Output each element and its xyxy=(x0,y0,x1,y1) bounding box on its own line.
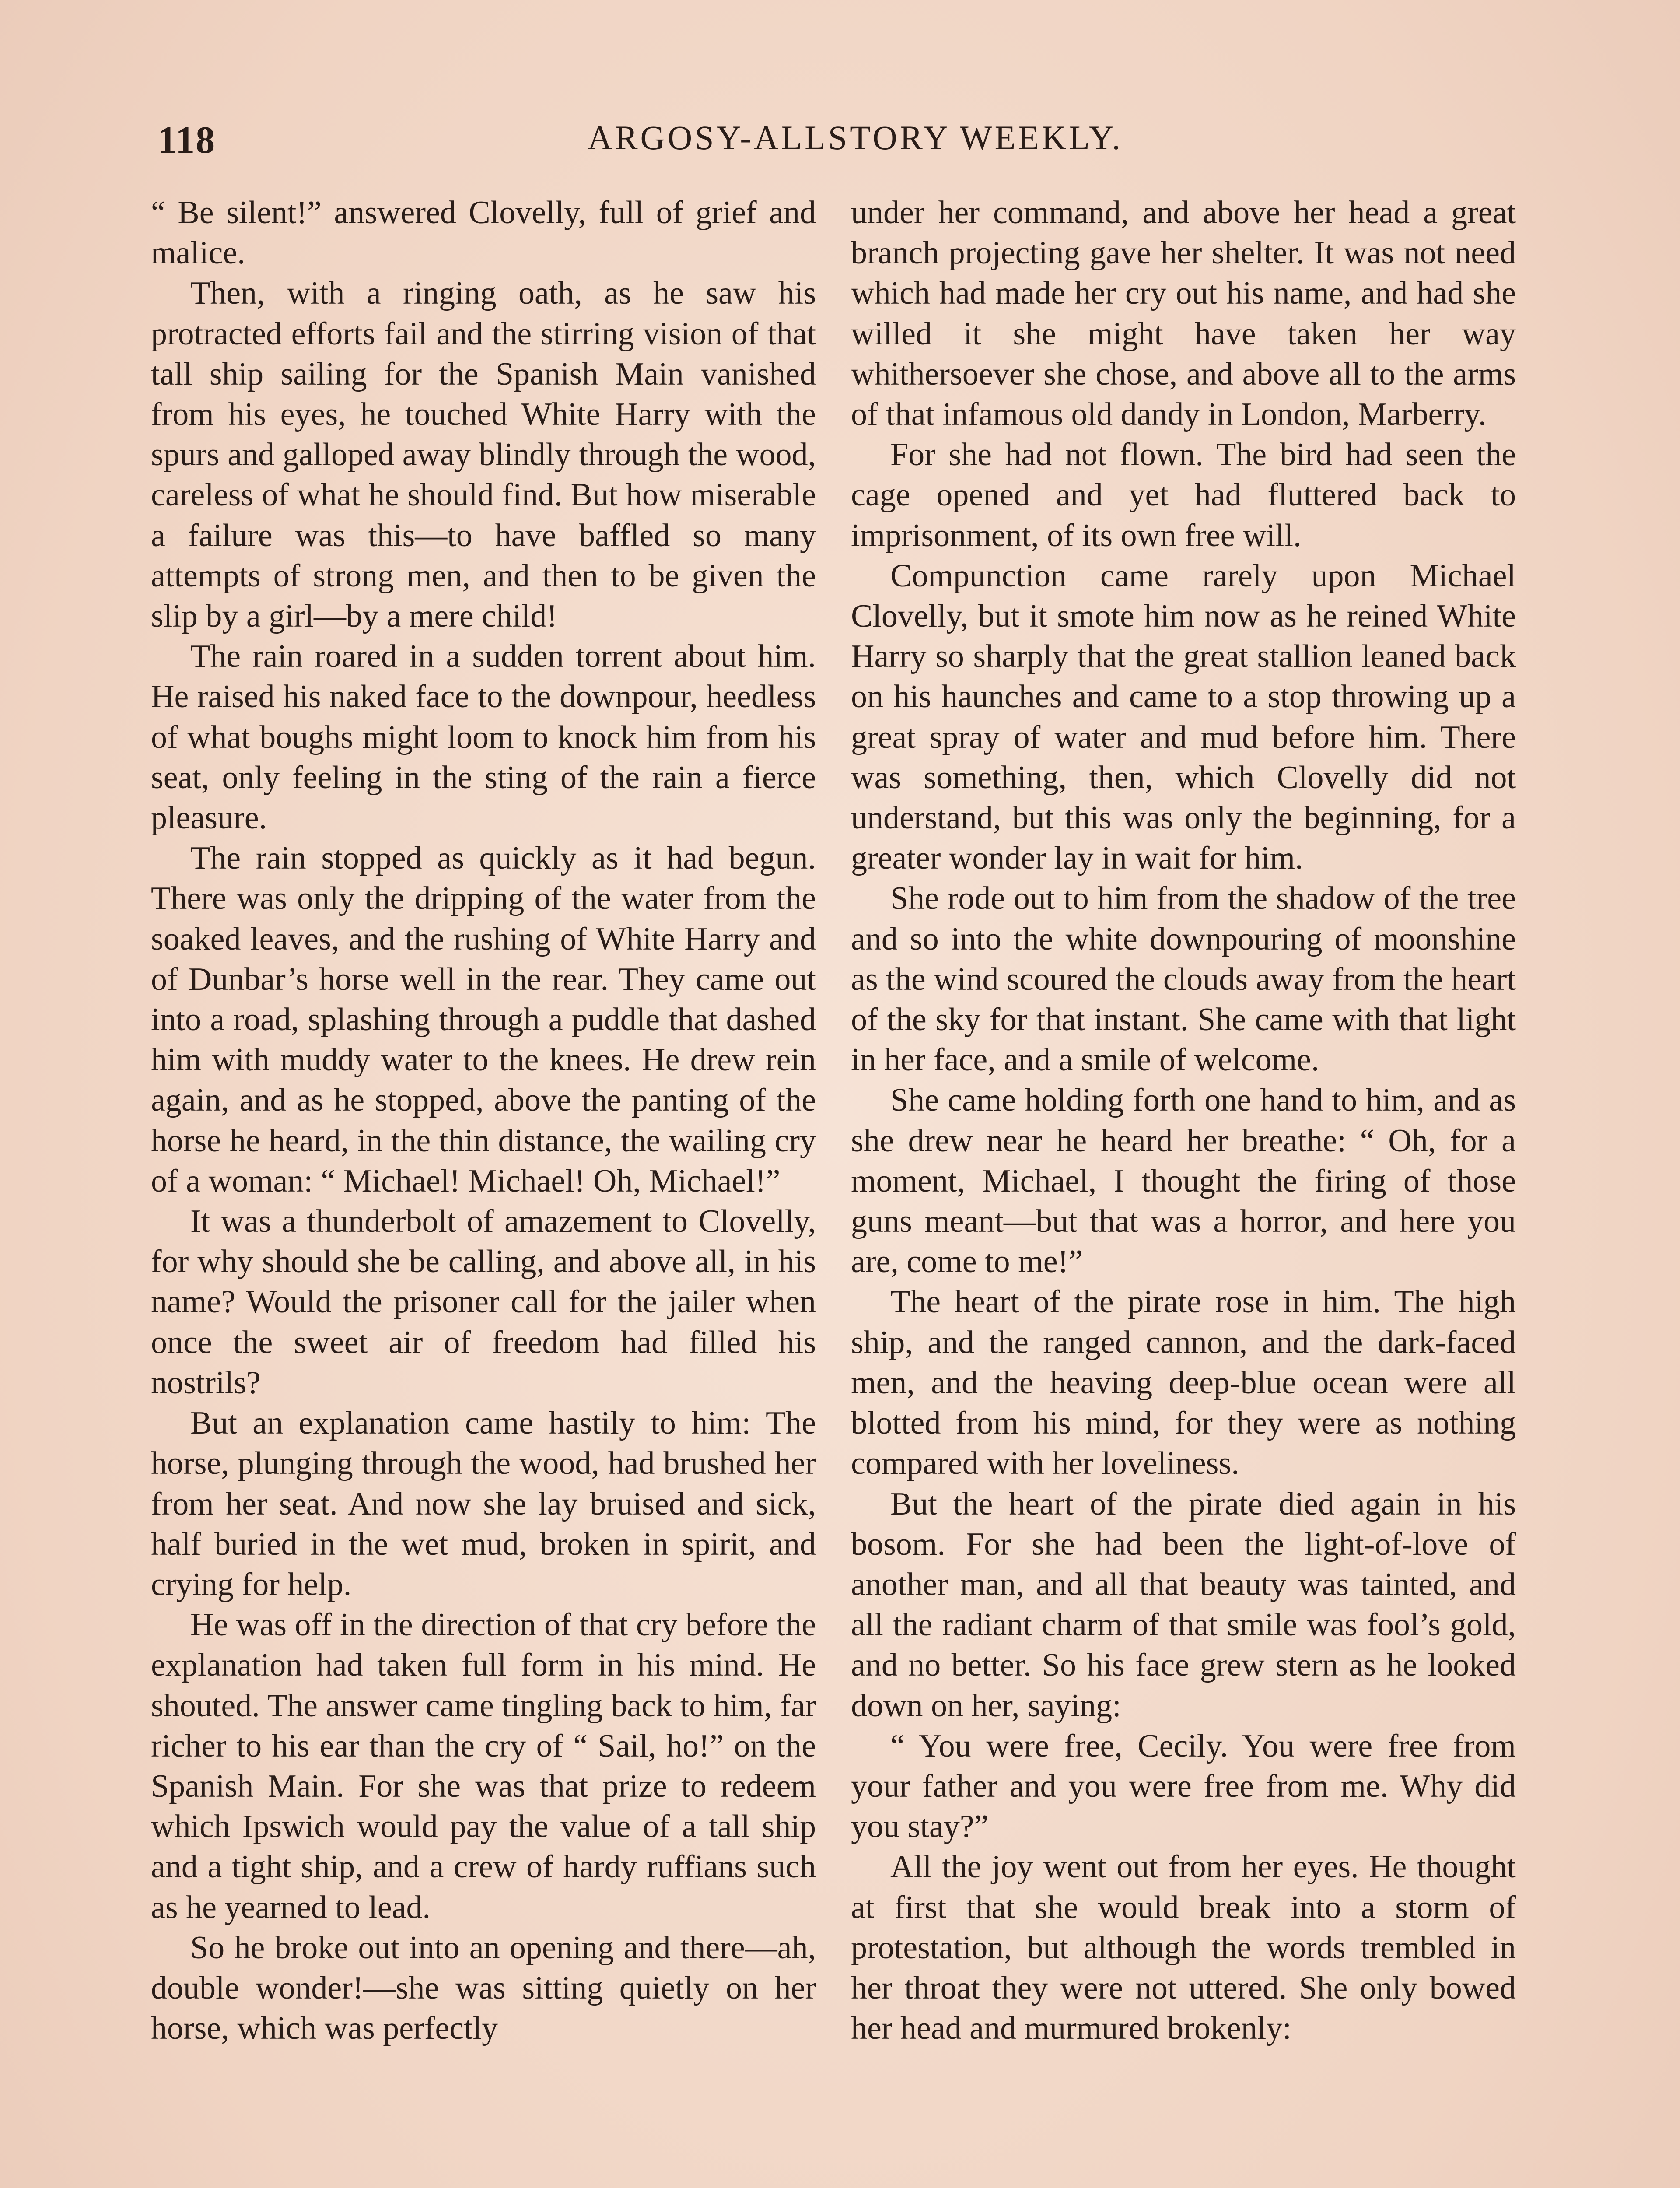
paragraph: Compunction came rarely upon Michael Clovelly, but it smote him now as he reined White Harry so sharply that the great stallion leaned back on his haunches and came to a stop throwing up a great spray of water and mud before him. There was something, then, which Clovelly did not understand, but this was only the beginning, for a greater wonder lay in wait for him. xyxy=(851,558,1516,877)
paragraph: So he broke out into an opening and there—ah, double wonder!—she was sitting quietly on her horse, which was perfectly xyxy=(151,1929,816,2047)
left-column xyxy=(151,193,816,2048)
paragraph: The rain stopped as quickly as it had begun. There was only the dripping of the water from the soaked leaves, and the rushing of White Harry and of Dunbar’s horse well in the rear. They came out into a road, splashing through a puddle that dashed him with muddy water to the knees. He drew rein again, and as he stopped, above the panting of the horse he heard, in the thin distance, the wailing cry of a woman: “ Michael! Michael! Oh, Michael!” xyxy=(151,840,816,1199)
paragraph: She rode out to him from the shadow of the tree and so into the white downpouring of moonshine as the wind scoured the clouds away from the heart of the sky for that instant. She came with that light in her face, and a smile of welcome. xyxy=(851,880,1516,1078)
paragraph: But an explanation came hastily to him: The horse, plunging through the wood, had brushed her from her seat. And now she lay bruised and sick, half buried in the wet mud, broken in spirit, and crying for help. xyxy=(151,1405,816,1602)
paragraph: For she had not flown. The bird had seen the cage opened and yet had fluttered back to imprisonment, of its own free will. xyxy=(851,437,1516,554)
paragraph: But the heart of the pirate died again in his bosom. For she had been the light-of-love of another man, and all that beauty was tainted, and all the radiant charm of that smile was fool’s gold, and no better. So his face grew stern as he looked down on her, saying: xyxy=(851,1486,1516,1724)
page-number: 118 xyxy=(158,119,216,161)
paragraph: “ Be silent!” answered Clovelly, full of grief and malice. xyxy=(151,195,816,271)
paragraph: All the joy went out from her eyes. He thought at first that she would break into a storm of protestation, but although the words trembled in her throat they were not uttered. She only bowed her head and murmured brokenly: xyxy=(851,1849,1516,2047)
paragraph: “ You were free, Cecily. You were free from your father and you were free from me. Why did you stay?” xyxy=(851,1728,1516,1845)
paragraph: under her command, and above her head a great branch projecting gave her shelter. It was not need which had made her cry out his name, and had she willed it she might have taken her way whithersoever she chose, and above all to the arms of that infamous old dandy in London, Marberry. xyxy=(851,195,1516,433)
paragraph: It was a thunderbolt of amazement to Clovelly, for why should she be calling, and above all, in his name? Would the prisoner call for the jailer when once the sweet air of freedom had filled his nostrils? xyxy=(151,1203,816,1401)
paragraph: Then, with a ringing oath, as he saw his protracted efforts fail and the stirring vision of that tall ship sailing for the Spanish Main vanished from his eyes, he touched White Harry with the spurs and galloped away blindly through the wood, careless of what he should find. But how miserable a failure was this—to have baffled so many attempts of strong men, and then to be given the slip by a girl—by a mere child! xyxy=(151,275,816,635)
right-column xyxy=(851,193,1516,2048)
paragraph: She came holding forth one hand to him, and as she drew near he heard her breathe: “ Oh, for a moment, Michael, I thought the firing of those guns meant—but that was a horror, and here you are, come to me!” xyxy=(851,1082,1516,1280)
paragraph: The heart of the pirate rose in him. The high ship, and the ranged cannon, and the dark-faced men, and the heaving deep-blue ocean were all blotted from his mind, for they were as nothing compared with her loveliness. xyxy=(851,1284,1516,1482)
paragraph: He was off in the direction of that cry before the explanation had taken full form in his mind. He shouted. The answer came tingling back to him, far richer to his ear than the cry of “ Sail, ho!” on the Spanish Main. For she was that prize to redeem which Ipswich would pay the value of a tall ship and a tight ship, and a crew of hardy ruffians such as he yearned to lead. xyxy=(151,1607,816,1925)
page-header xyxy=(158,118,1553,171)
paragraph: The rain roared in a sudden torrent about him. He raised his naked face to the downpour, heedless of what boughs might loom to knock him from his seat, only feeling in the sting of the rain a fierce pleasure. xyxy=(151,638,816,836)
running-title: ARGOSY-ALLSTORY WEEKLY. xyxy=(588,119,1123,157)
